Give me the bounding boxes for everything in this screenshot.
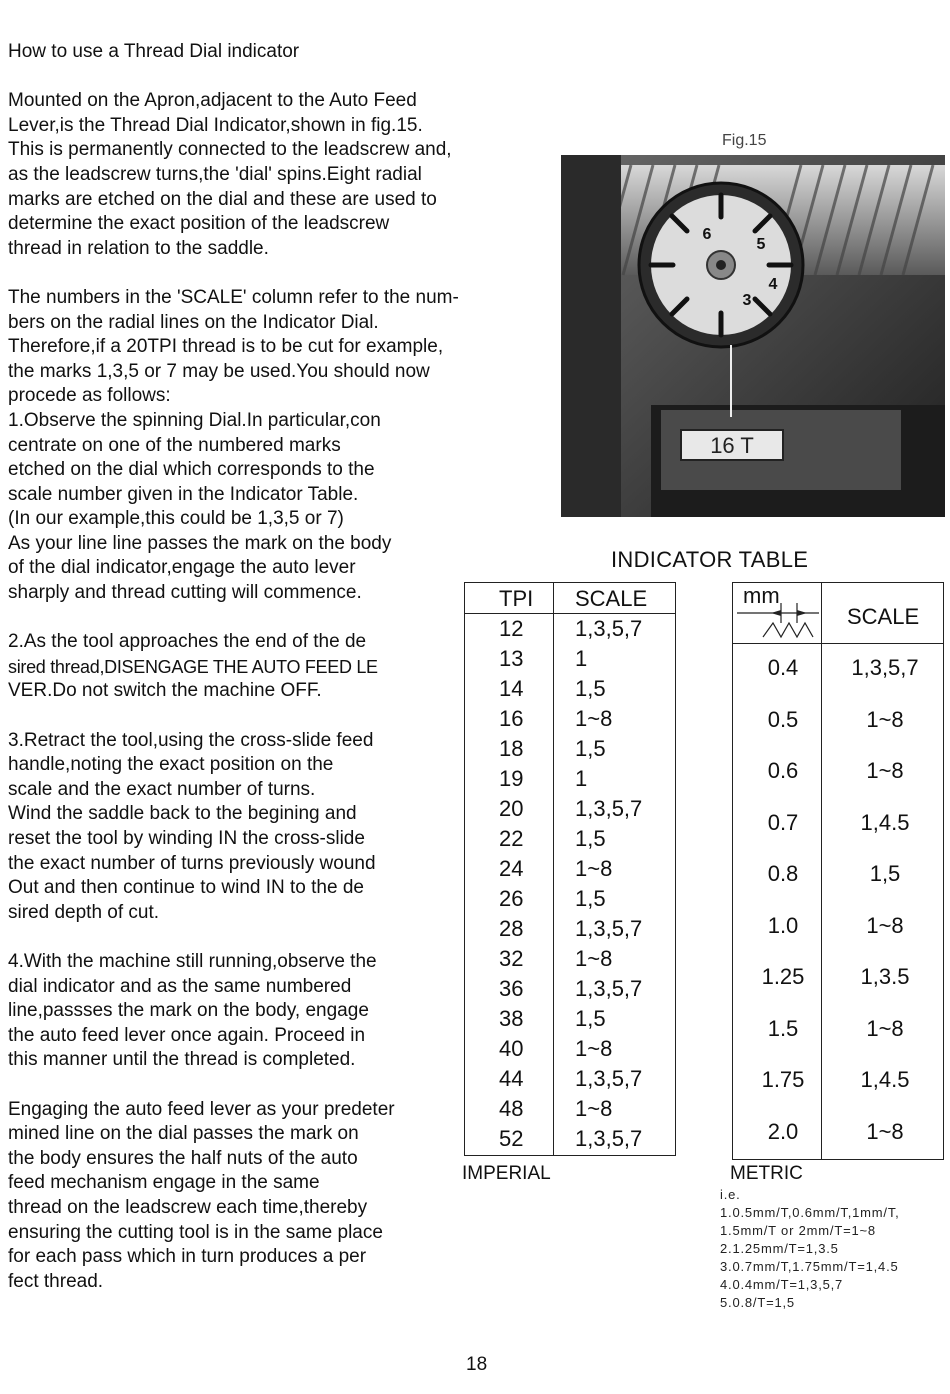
table-row (465, 766, 675, 796)
tpi-value: 19 (499, 766, 524, 791)
body-line: As your line line passes the mark on the body (8, 532, 392, 554)
table-row (465, 1096, 675, 1126)
scale-value: 1,3,5,7 (575, 796, 643, 821)
body-line: etched on the dial which corresponds to the (8, 459, 375, 481)
header-tpi: TPI (499, 586, 534, 611)
body-line: sired thread,DISENGAGE THE AUTO FEED LE (8, 656, 378, 677)
header-mm: mm (743, 583, 780, 608)
note-line: 1.0.5mm/T,0.6mm/T,1mm/T, (720, 1205, 900, 1220)
body-line: scale number given in the Indicator Table. (8, 483, 359, 505)
page-number: 18 (466, 1354, 488, 1375)
tpi-value: 18 (499, 736, 524, 761)
header-scale: SCALE (575, 586, 648, 611)
indicator-table-title: INDICATOR TABLE (611, 547, 809, 572)
tpi-value: 14 (499, 676, 524, 701)
scale-value: 1,5 (575, 736, 606, 761)
body-line: feed mechanism engage in the same (8, 1172, 320, 1194)
body-line: procede as follows: (8, 385, 171, 407)
table-row (465, 1066, 675, 1096)
figure-label: Fig.15 (722, 132, 767, 149)
body-line: ensuring the cutting tool is in the same place (8, 1221, 383, 1243)
mm-value: 0.6 (767, 758, 799, 783)
thread-dial-illustration (561, 155, 945, 517)
tpi-value: 40 (499, 1036, 524, 1061)
table-row (733, 810, 943, 862)
note-line: 2.1.25mm/T=1,3.5 (720, 1241, 839, 1256)
paragraph-gap (8, 704, 528, 729)
body-line: marks are etched on the dial and these are used to (8, 188, 437, 210)
body-line: for each pass which in turn produces a per (8, 1246, 367, 1268)
mm-value: 2.0 (767, 1118, 799, 1144)
scale-value: 1,4.5 (860, 809, 910, 835)
table-row (733, 861, 943, 913)
tpi-value: 20 (499, 796, 524, 821)
mm-value: 1.0 (767, 912, 799, 938)
dial-number: 4 (768, 276, 778, 293)
paragraph-gap (8, 925, 528, 950)
mm-value: 0.8 (767, 861, 799, 886)
table-row (465, 676, 675, 706)
body-line: mined line on the dial passes the mark on (8, 1123, 359, 1145)
scale-value: 1~8 (866, 912, 904, 938)
mm-value: 1.75 (761, 1067, 805, 1092)
body-line: Therefore,if a 20TPI thread is to be cut for example, (8, 336, 444, 358)
body-line: This is permanently connected to the leadscrew and, (8, 139, 452, 161)
scale-value: 1~8 (866, 706, 904, 732)
dial-number: 3 (742, 292, 752, 309)
body-line: centrate on one of the numbered marks (8, 434, 341, 456)
scale-value: 1,3,5,7 (851, 655, 919, 680)
body-line: the auto feed lever once again. Proceed in (8, 1024, 366, 1046)
table-row (733, 1016, 943, 1068)
scale-value: 1 (575, 646, 588, 671)
note-line: 5.0.8/T=1,5 (720, 1295, 795, 1310)
note-line: 1.5mm/T or 2mm/T=1~8 (720, 1223, 876, 1238)
table-row (465, 796, 675, 826)
body-line: dial indicator and as the same numbered (8, 975, 352, 997)
tpi-value: 38 (499, 1006, 524, 1031)
scale-value: 1~8 (575, 1096, 613, 1121)
body-line: 1.Observe the spinning Dial.In particular,con (8, 409, 381, 431)
table-row (465, 736, 675, 766)
scale-value: 1~8 (575, 1036, 613, 1061)
tpi-value: 28 (499, 916, 524, 941)
scale-value: 1 (575, 766, 588, 791)
table-row (465, 1006, 675, 1036)
note-line: 4.0.4mm/T=1,3,5,7 (720, 1277, 844, 1292)
mm-value: 1.5 (767, 1015, 799, 1041)
scale-value: 1,3,5,7 (575, 976, 643, 1001)
body-line: the marks 1,3,5 or 7 may be used.You should now (8, 360, 430, 382)
scale-value: 1~8 (866, 1118, 904, 1144)
body-line: (In our example,this could be 1,3,5 or 7) (8, 508, 344, 530)
scale-value: 1,3,5,7 (575, 616, 643, 641)
table-row (465, 646, 675, 676)
tpi-value: 48 (499, 1096, 524, 1121)
imperial-caption: IMPERIAL (462, 1163, 551, 1184)
body-line: Wind the saddle back to the begining and (8, 803, 357, 825)
body-line: VER.Do not switch the machine OFF. (8, 680, 322, 702)
paragraph-gap (8, 1073, 528, 1098)
scale-value: 1~8 (575, 946, 613, 971)
tpi-value: 24 (499, 856, 524, 881)
body-line: thread in relation to the saddle. (8, 237, 269, 259)
table-row (465, 856, 675, 886)
body-line: 2.As the tool approaches the end of the de (8, 631, 367, 653)
body-line: Out and then continue to wind IN to the de (8, 877, 364, 899)
metric-notes (720, 1186, 900, 1312)
body-line: the exact number of turns previously wound (8, 852, 376, 874)
tpi-value: 22 (499, 826, 524, 851)
tpi-value: 32 (499, 946, 524, 971)
mm-value: 0.4 (767, 655, 799, 680)
scale-value: 1,5 (869, 861, 901, 886)
header-scale: SCALE (847, 604, 920, 629)
table-row (465, 916, 675, 946)
body-line: 4.With the machine still running,observe the (8, 950, 377, 972)
body-line: reset the tool by winding IN the cross-slide (8, 828, 365, 849)
body-line: Mounted on the Apron,adjacent to the Auto Feed (8, 90, 417, 112)
paragraph-gap (8, 606, 528, 631)
body-line: fect thread. (8, 1270, 104, 1292)
body-line: The numbers in the 'SCALE' column refer to the num- (8, 286, 459, 308)
metric-table (732, 582, 944, 1160)
paragraph-gap (8, 261, 528, 286)
body-line: sired depth of cut. (8, 901, 160, 923)
table-row (465, 1126, 675, 1156)
body-line: of the dial indicator,engage the auto lever (8, 557, 356, 579)
table-row (465, 946, 675, 976)
body-line: Engaging the auto feed lever as your predeter (8, 1098, 395, 1120)
table-row (733, 913, 943, 965)
table-row (465, 706, 675, 736)
dial-number: 5 (756, 236, 766, 253)
thread-pitch-icon (737, 601, 819, 639)
body-line: Lever,is the Thread Dial Indicator,shown in fig.15. (8, 114, 423, 136)
scale-value: 1,3.5 (860, 964, 910, 989)
note-line: 3.0.7mm/T,1.75mm/T=1,4.5 (720, 1259, 899, 1274)
scale-value: 1,5 (575, 1006, 606, 1031)
scale-value: 1,3,5,7 (575, 916, 643, 941)
scale-value: 1~8 (575, 856, 613, 881)
mm-value: 1.25 (761, 964, 805, 989)
body-line: sharply and thread cutting will commence. (8, 582, 362, 604)
body-line: handle,noting the exact position on the (8, 754, 334, 776)
body-line: How to use a Thread Dial indicator (8, 41, 300, 62)
body-line: bers on the radial lines on the Indicator Dial. (8, 311, 379, 333)
body-line: as the leadscrew turns,the 'dial' spins.Eight radial (8, 163, 422, 185)
tpi-value: 36 (499, 976, 524, 1001)
scale-value: 1,3,5,7 (575, 1126, 643, 1151)
table-row (465, 616, 675, 646)
tpi-value: 16 (499, 706, 524, 731)
body-line: this manner until the thread is completed. (8, 1049, 356, 1071)
scale-value: 1,3,5,7 (575, 1066, 643, 1091)
tpi-value: 13 (499, 646, 524, 671)
scale-value: 1,5 (575, 826, 606, 851)
table-row (733, 1067, 943, 1119)
table-row (733, 964, 943, 1016)
imperial-table (464, 582, 676, 1156)
tpi-value: 44 (499, 1066, 524, 1091)
scale-value: 1~8 (866, 758, 904, 783)
dial-number: 6 (702, 226, 712, 243)
body-line: line,passses the mark on the body, engage (8, 1000, 369, 1022)
body-line: the body ensures the half nuts of the auto (8, 1147, 358, 1169)
note-line: i.e. (720, 1187, 741, 1202)
body-line: thread on the leadscrew each time,thereby (8, 1196, 368, 1218)
tpi-value: 12 (499, 616, 524, 641)
paragraph-gap (8, 65, 528, 90)
body-line: 3.Retract the tool,using the cross-slide feed (8, 729, 374, 751)
scale-value: 1~8 (866, 1015, 904, 1041)
table-row (733, 655, 943, 707)
table-row (733, 707, 943, 759)
table-row (465, 826, 675, 856)
metric-caption: METRIC (730, 1163, 803, 1184)
thread-dial-photo (561, 155, 945, 517)
mm-value: 0.5 (767, 706, 799, 732)
scale-value: 1,5 (575, 886, 606, 911)
body-line: scale and the exact number of turns. (8, 778, 316, 800)
body-line: determine the exact position of the leadscrew (8, 213, 390, 235)
tpi-value: 52 (499, 1126, 524, 1151)
table-row (465, 1036, 675, 1066)
plate-label: 16 T (710, 433, 754, 458)
scale-value: 1,4.5 (860, 1067, 910, 1092)
mm-value: 0.7 (767, 809, 799, 835)
table-row (733, 758, 943, 810)
table-row (465, 886, 675, 916)
scale-value: 1,5 (575, 676, 606, 701)
tpi-value: 26 (499, 886, 524, 911)
instructions-text (8, 40, 528, 1294)
scale-value: 1~8 (575, 706, 613, 731)
table-row (465, 976, 675, 1006)
